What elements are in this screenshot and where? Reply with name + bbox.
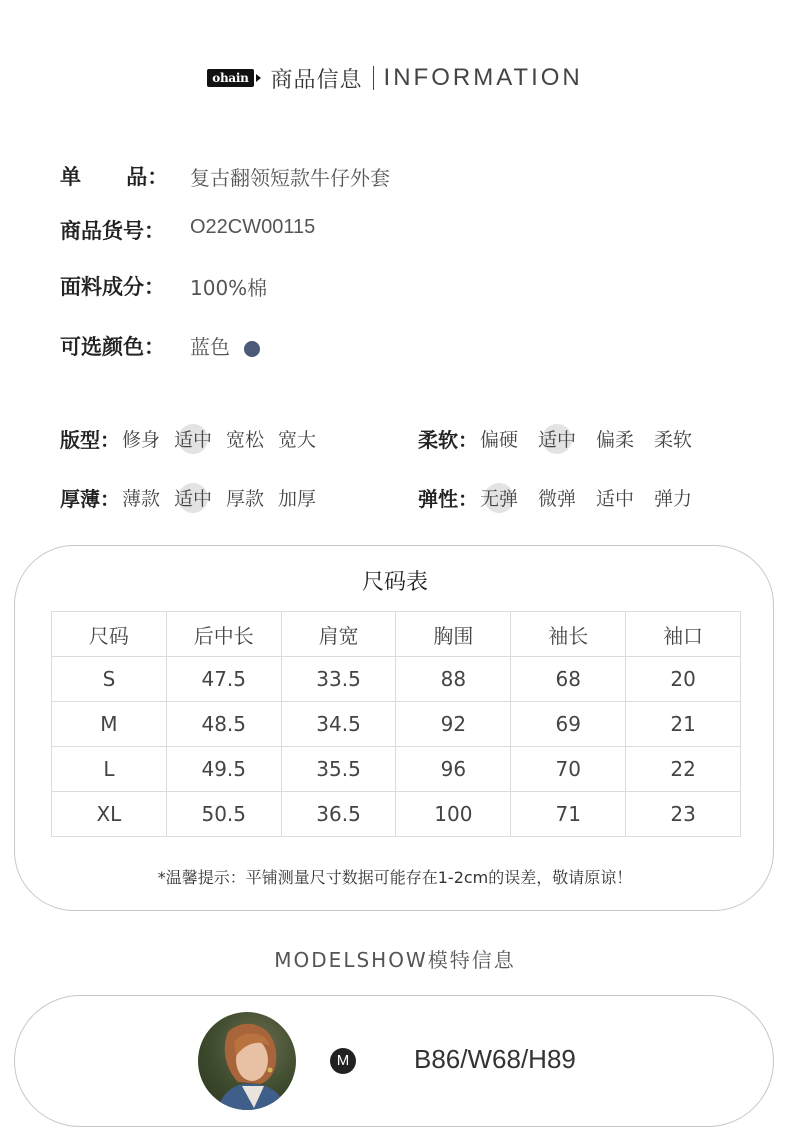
attr-thickness-option-selected: 适中: [174, 484, 212, 511]
table-cell: 22: [626, 747, 741, 792]
table-cell: 69: [511, 702, 626, 747]
table-cell: 100: [396, 792, 511, 837]
size-table: [51, 611, 741, 837]
attr-elasticity: [418, 483, 706, 512]
table-cell: 33.5: [281, 657, 396, 702]
table-row: [52, 747, 741, 792]
fabric-value: 100%棉: [190, 276, 268, 300]
attr-elasticity-option: 适中: [596, 488, 635, 510]
table-header-cell: 肩宽: [281, 612, 396, 657]
table-row: [52, 657, 741, 702]
table-cell: 96: [396, 747, 511, 792]
item-value: 复古翻领短款牛仔外套: [190, 166, 390, 190]
item-label: [60, 161, 168, 191]
model-avatar: [198, 1012, 296, 1110]
logo-arrow-icon: [256, 74, 261, 82]
color-swatch: [244, 341, 260, 357]
attr-thickness-option: 厚款: [226, 488, 265, 510]
attr-fit-option: 宽大: [278, 429, 317, 451]
item-label-text: 单 品：: [60, 165, 169, 189]
table-row: [52, 792, 741, 837]
header-title-en: INFORMATION: [383, 64, 583, 91]
attr-fit-option-selected: 适中: [174, 425, 212, 452]
table-cell: 35.5: [281, 747, 396, 792]
size-chart-note: *温馨提示：平铺测量尺寸数据可能存在1-2cm的误差，敬请原谅！: [157, 868, 633, 887]
table-cell: 23: [626, 792, 741, 837]
table-cell: 21: [626, 702, 741, 747]
table-header-cell: 尺码: [52, 612, 167, 657]
header-title-cn: 商品信息: [270, 67, 363, 93]
attr-softness-option-selected: 适中: [538, 425, 576, 452]
table-header-cell: 袖口: [626, 612, 741, 657]
model-measurements: B86/W68/H89: [414, 1044, 576, 1074]
table-header-cell: 后中长: [166, 612, 281, 657]
sku-value: O22CW00115: [190, 216, 316, 238]
attr-elasticity-label: 弹性：: [418, 487, 478, 511]
model-section-title: MODELSHOW模特信息: [274, 948, 516, 972]
table-cell: L: [52, 747, 167, 792]
attr-elasticity-option-selected: 无弹: [480, 484, 518, 511]
model-card: [14, 995, 774, 1127]
attr-fit: [60, 424, 330, 453]
attr-softness-label: 柔软：: [418, 428, 478, 452]
table-header-row: [52, 612, 741, 657]
table-cell: XL: [52, 792, 167, 837]
attr-fit-label: 版型：: [60, 428, 120, 452]
table-header-cell: 胸围: [396, 612, 511, 657]
table-header-cell: 袖长: [511, 612, 626, 657]
table-cell: 49.5: [166, 747, 281, 792]
table-cell: 47.5: [166, 657, 281, 702]
attr-elasticity-option: 弹力: [654, 488, 693, 510]
size-chart-title: 尺码表: [361, 570, 428, 595]
attr-thickness-option: 薄款: [122, 488, 161, 510]
attr-thickness: [60, 483, 330, 512]
table-row: [52, 702, 741, 747]
header-divider: [373, 66, 374, 90]
table-cell: 34.5: [281, 702, 396, 747]
color-name: 蓝色: [190, 335, 230, 359]
model-portrait-icon: [198, 1012, 296, 1110]
attr-softness-option: 偏柔: [596, 429, 635, 451]
color-value: [190, 331, 260, 360]
logo-text: ohain: [207, 69, 253, 87]
model-size-badge: M: [330, 1048, 356, 1074]
table-cell: 70: [511, 747, 626, 792]
table-cell: 36.5: [281, 792, 396, 837]
table-cell: 48.5: [166, 702, 281, 747]
attr-softness-option: 柔软: [654, 429, 693, 451]
attr-fit-option: 修身: [122, 429, 161, 451]
fabric-label: 面料成分：: [60, 275, 165, 299]
table-cell: 71: [511, 792, 626, 837]
table-cell: 50.5: [166, 792, 281, 837]
attr-fit-option: 宽松: [226, 429, 265, 451]
section-header: [0, 58, 790, 98]
attr-elasticity-option: 微弹: [538, 488, 577, 510]
color-label: 可选颜色：: [60, 335, 165, 359]
sku-label: 商品货号：: [60, 219, 165, 243]
attr-thickness-option: 加厚: [278, 488, 317, 510]
table-cell: 92: [396, 702, 511, 747]
table-cell: S: [52, 657, 167, 702]
brand-logo: [207, 69, 260, 87]
table-cell: M: [52, 702, 167, 747]
attr-softness: [418, 424, 706, 453]
table-cell: 68: [511, 657, 626, 702]
table-cell: 88: [396, 657, 511, 702]
attr-thickness-label: 厚薄：: [60, 487, 120, 511]
attr-softness-option: 偏硬: [480, 429, 519, 451]
table-cell: 20: [626, 657, 741, 702]
